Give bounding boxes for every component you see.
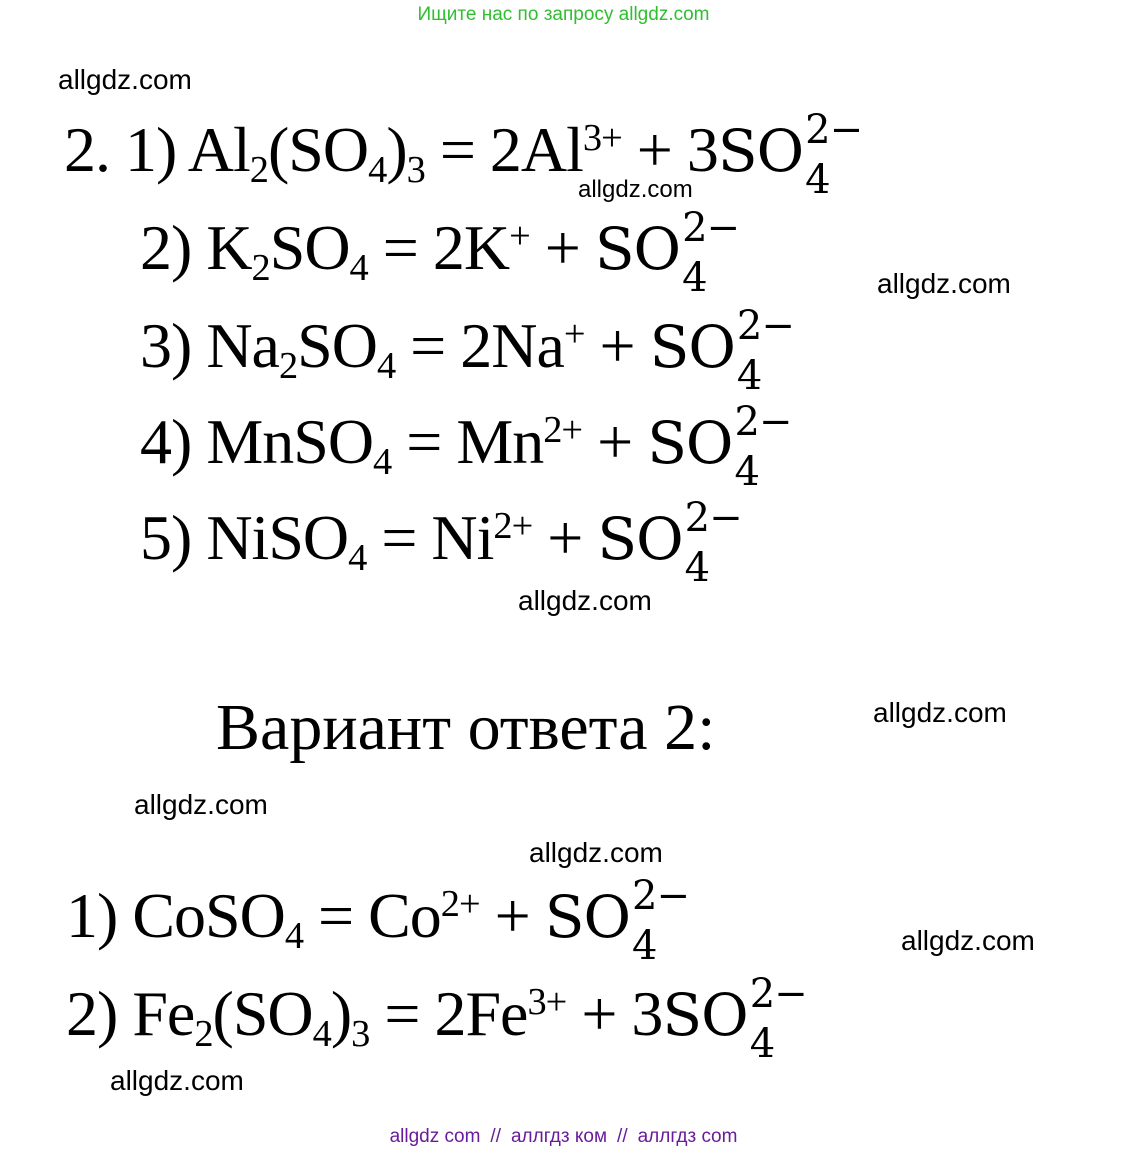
cation: 2K+	[432, 212, 530, 283]
plus-sign: +	[636, 114, 672, 185]
watermark: allgdz.com	[877, 268, 1011, 299]
reactant: NiSO$_4$	[206, 502, 367, 579]
watermark: allgdz.com	[529, 837, 663, 868]
sulfate-ion: SO 2− 4	[717, 107, 863, 203]
top-banner: Ищите нас по запросу allgdz.com	[417, 4, 710, 25]
reactant: $Fe_2(SO_4)_3$	[132, 978, 370, 1055]
equation-number: 1)	[66, 880, 118, 951]
footer-link-2[interactable]: аллгдз ком	[510, 1126, 608, 1147]
footer-link-3[interactable]: аллгдз com	[637, 1126, 738, 1147]
plus-sign: +	[599, 310, 635, 381]
cation: $Mn^{2+}$	[456, 406, 583, 477]
cation: $2Al^{3+}$	[489, 114, 622, 185]
plus-sign: +	[597, 406, 633, 477]
cation: $2Fe^{3+}$	[434, 978, 567, 1049]
reactant: $Al_2(SO_4)_3$	[187, 114, 425, 191]
equation-1-2	[140, 205, 740, 301]
sulfate-ion: SO 2− 4	[594, 205, 740, 301]
equals-sign: =	[439, 114, 475, 185]
plus-sign: +	[581, 978, 617, 1049]
anion-coefficient: 3	[686, 114, 718, 185]
reactant: MnSO$_4$	[206, 406, 392, 483]
equation-2-2	[66, 971, 807, 1067]
watermark: allgdz.com	[518, 585, 652, 616]
reactant: $Na_2SO_4$	[206, 310, 396, 387]
reactant: $K_2SO_4$	[206, 212, 368, 289]
watermark: allgdz.com	[58, 64, 192, 95]
task-number: 2.	[64, 114, 110, 185]
equation-number: 2)	[140, 212, 192, 283]
sulfate-ion: SO 2− 4	[662, 971, 807, 1067]
watermark: allgdz.com	[901, 925, 1035, 956]
footer-separator: //	[617, 1126, 628, 1147]
equation-1-3	[140, 303, 794, 399]
equation-1-5	[140, 495, 742, 591]
anion-coefficient: 3	[631, 978, 663, 1049]
equation-number: 3)	[140, 310, 192, 381]
equals-sign: =	[318, 880, 354, 951]
plus-sign: +	[547, 502, 583, 573]
plus-sign: +	[544, 212, 580, 283]
equation-number: 5)	[140, 502, 192, 573]
watermark: allgdz.com	[134, 789, 268, 820]
sulfate-ion: SO 2− 4	[649, 303, 794, 399]
equation-1-4	[140, 399, 792, 495]
equation-number: 2)	[66, 978, 118, 1049]
equals-sign: =	[406, 406, 442, 477]
equals-sign: =	[410, 310, 446, 381]
cation: $Co^{2+}$	[368, 880, 480, 951]
sulfate-ion: SO 2− 4	[544, 873, 690, 969]
equation-2-1	[66, 873, 690, 969]
equation-number: 1)	[125, 114, 177, 185]
watermark: allgdz.com	[110, 1065, 244, 1096]
equals-sign: =	[382, 212, 418, 283]
cation: $Ni^{2+}$	[431, 502, 533, 573]
equals-sign: =	[384, 978, 420, 1049]
watermark: allgdz.com	[873, 697, 1007, 728]
sulfate-ion: SO 2− 4	[597, 495, 742, 591]
reactant: CoSO$_4$	[132, 880, 304, 957]
variant-heading: Вариант ответа 2:	[216, 691, 716, 764]
equation-number: 4)	[140, 406, 192, 477]
equals-sign: =	[381, 502, 417, 573]
footer-separator: //	[490, 1126, 501, 1147]
footer-link-1[interactable]: allgdz com	[389, 1126, 481, 1147]
plus-sign: +	[494, 880, 530, 951]
cation: 2Na+	[460, 310, 585, 381]
watermark: allgdz.com	[578, 176, 693, 203]
sulfate-ion: SO 2− 4	[647, 399, 792, 495]
footer	[0, 1126, 1127, 1148]
